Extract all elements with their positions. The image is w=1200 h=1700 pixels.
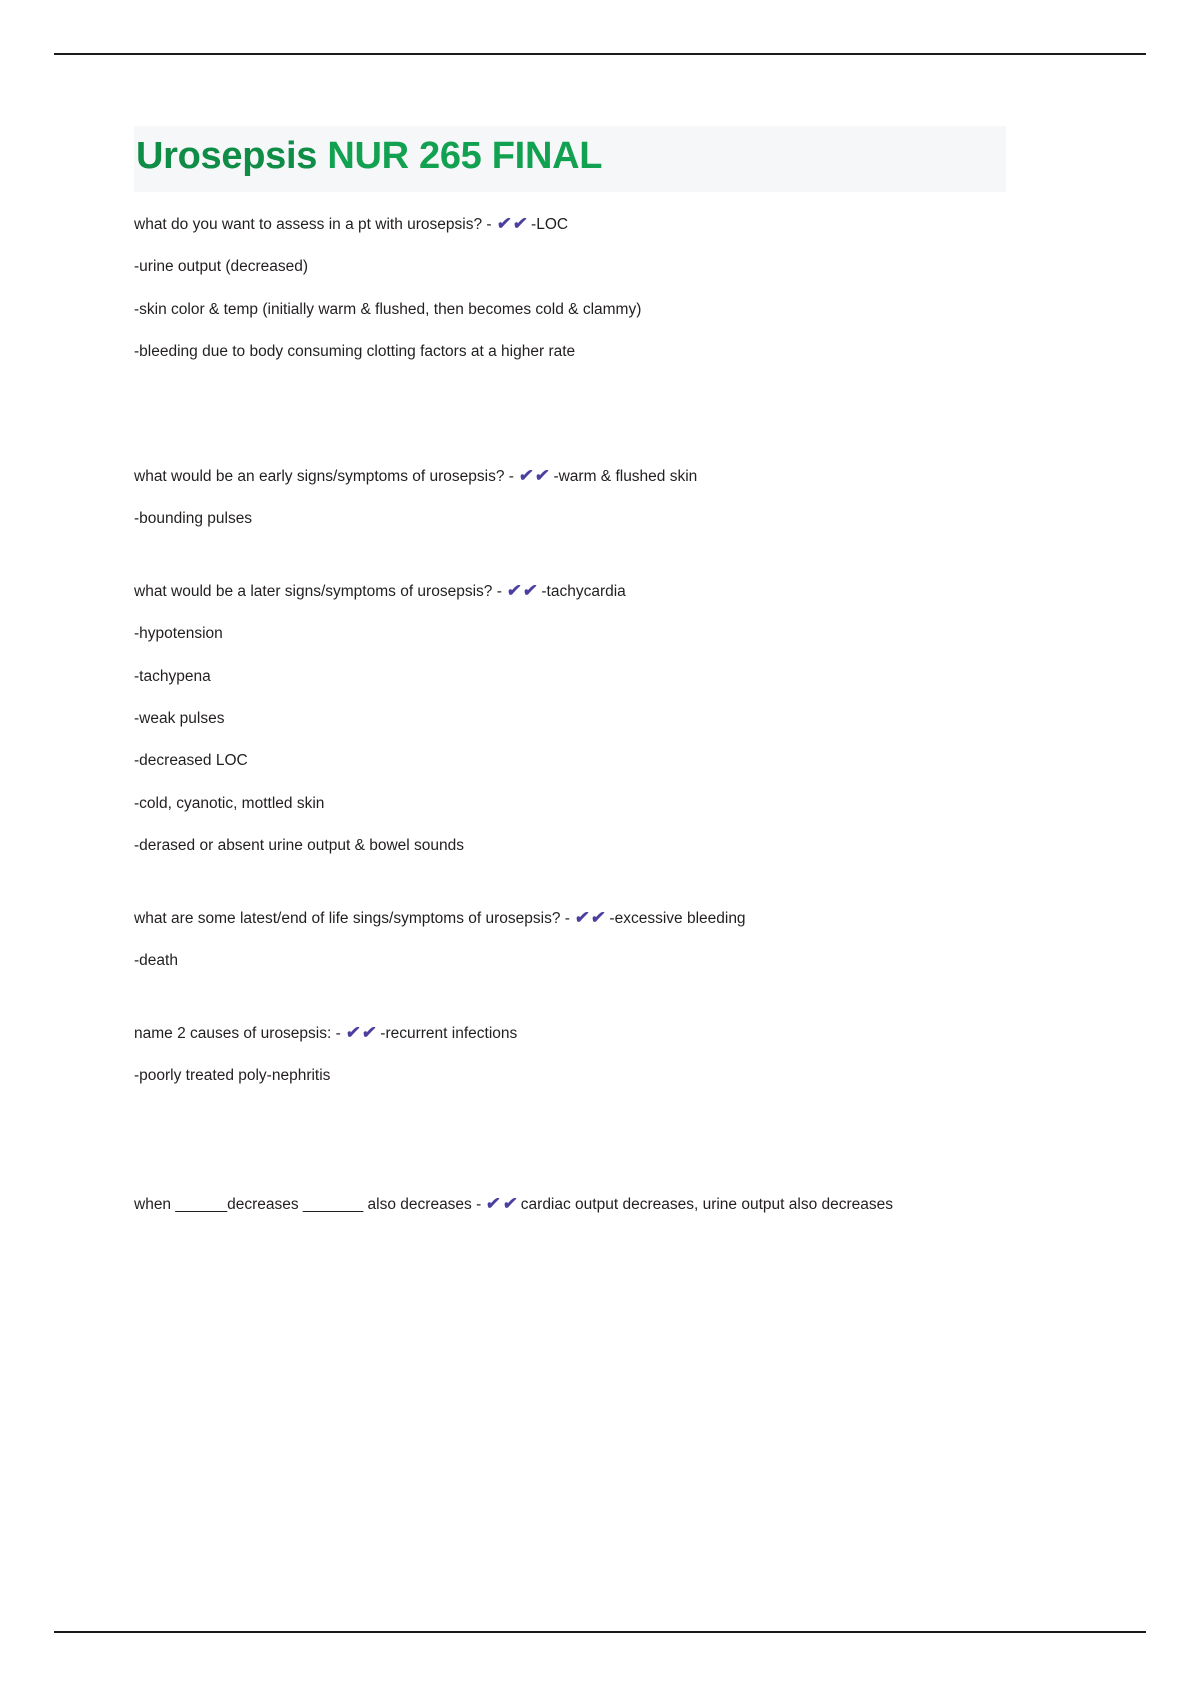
question-text: what are some latest/end of life sings/symptoms of urosepsis? - — [134, 909, 570, 927]
question-text: when ______decreases _______ also decreases - — [134, 1195, 482, 1213]
section-spacer — [134, 551, 1064, 581]
qa-block — [134, 214, 1064, 364]
answer-line: -derased or absent urine output & bowel sounds — [134, 837, 465, 855]
question-answer-line — [134, 214, 1064, 236]
check-icon: ✔ — [344, 1022, 362, 1042]
question-text: what would be a later signs/symptoms of urosepsis? - — [134, 582, 502, 600]
section-spacer — [134, 993, 1064, 1023]
check-icon: ✔ — [521, 580, 539, 600]
answer-line: -death — [134, 952, 178, 970]
answer-line: -decreased LOC — [134, 752, 248, 770]
checkmark-pair — [481, 1194, 521, 1216]
question-answer-line — [134, 466, 1064, 488]
answer-first: -excessive bleeding — [609, 909, 746, 927]
question-text: name 2 causes of urosepsis: - — [134, 1024, 341, 1042]
question-answer-line — [134, 1194, 994, 1216]
section-spacer — [134, 1108, 1064, 1194]
question-answer-line — [134, 581, 1064, 603]
answer-line: -bounding pulses — [134, 510, 253, 528]
page-title — [134, 136, 1006, 178]
answer-first: -tachycardia — [541, 582, 626, 600]
check-icon: ✔ — [484, 1193, 502, 1213]
qa-block — [134, 466, 1064, 531]
checkmark-pair — [514, 466, 554, 488]
checkmark-pair — [492, 214, 532, 236]
answer-line: -hypotension — [134, 625, 223, 643]
answer-first: -LOC — [531, 215, 569, 233]
question-answer-line — [134, 1023, 1064, 1045]
answer-line: -skin color & temp (initially warm & flushed, then becomes cold & clammy) — [134, 300, 642, 318]
answer-line: -urine output (decreased) — [134, 258, 309, 276]
check-icon: ✔ — [495, 213, 513, 233]
check-icon: ✔ — [511, 213, 529, 233]
question-text: what would be an early signs/symptoms of urosepsis? - — [134, 467, 514, 485]
section-spacer — [134, 878, 1064, 908]
document-title-band — [134, 126, 1006, 192]
section-spacer — [134, 384, 1064, 466]
checkmark-pair — [570, 908, 610, 930]
check-icon: ✔ — [589, 907, 607, 927]
page-top-divider — [54, 53, 1146, 55]
check-icon: ✔ — [517, 465, 535, 485]
qa-block — [134, 1194, 1064, 1216]
qa-block — [134, 581, 1064, 858]
qa-block — [134, 1023, 1064, 1088]
question-answer-line — [134, 908, 1064, 930]
checkmark-pair — [502, 581, 542, 603]
check-icon: ✔ — [505, 580, 523, 600]
check-icon: ✔ — [501, 1193, 519, 1213]
answer-line: -cold, cyanotic, mottled skin — [134, 794, 325, 812]
qa-block — [134, 908, 1064, 973]
check-icon: ✔ — [573, 907, 591, 927]
checkmark-pair — [341, 1023, 381, 1045]
answer-first: -recurrent infections — [380, 1024, 518, 1042]
check-icon: ✔ — [533, 465, 551, 485]
answer-first: cardiac output decreases, urine output also decreases — [520, 1195, 894, 1213]
question-text: what do you want to assess in a pt with urosepsis? - — [134, 215, 492, 233]
page-title-course: NUR 265 FINAL — [327, 135, 603, 177]
answer-first: -warm & flushed skin — [553, 467, 698, 485]
answer-line: -tachypena — [134, 667, 211, 685]
answer-line: -poorly treated poly-nephritis — [134, 1067, 331, 1085]
document-content — [134, 126, 1064, 1236]
page-bottom-divider — [54, 1631, 1146, 1633]
check-icon: ✔ — [360, 1022, 378, 1042]
page-title-subject: Urosepsis — [136, 135, 318, 177]
answer-line: -weak pulses — [134, 710, 225, 728]
answer-line: -bleeding due to body consuming clotting factors at a higher rate — [134, 343, 576, 361]
